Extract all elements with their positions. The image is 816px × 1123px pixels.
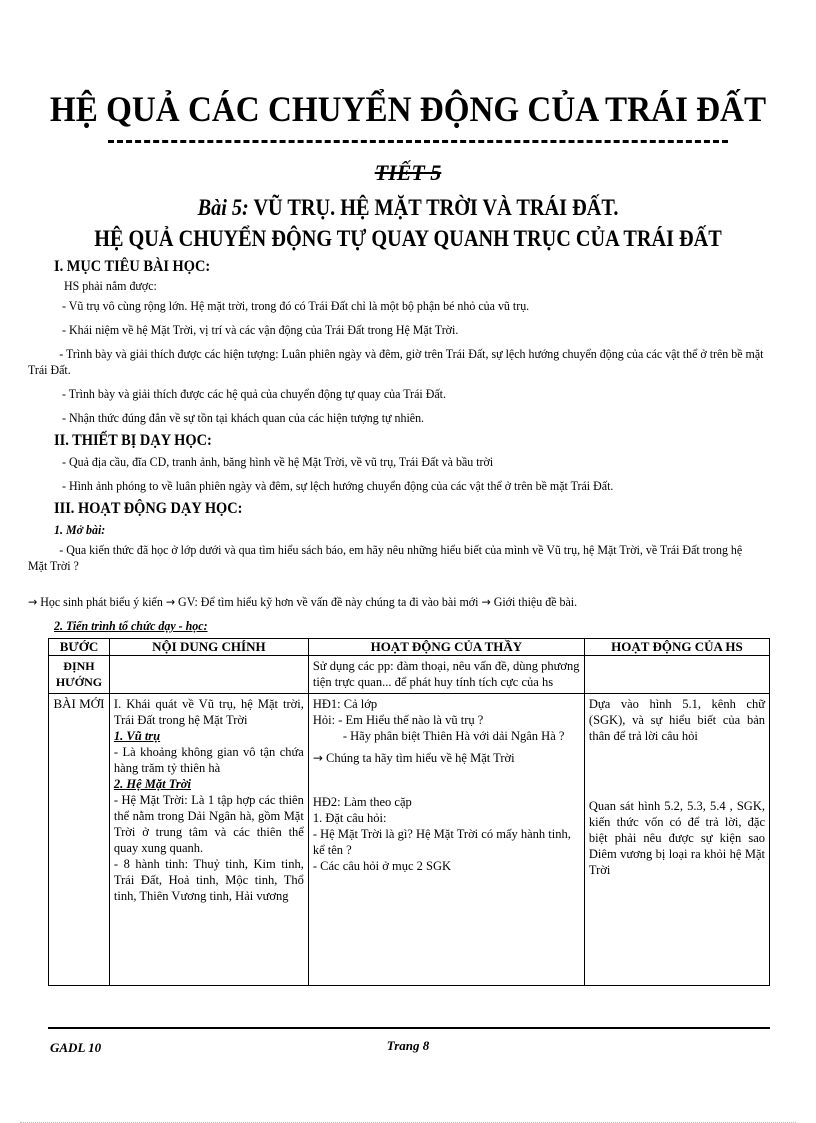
- content-paragraph: - 8 hành tinh: Thuỷ tinh, Kim tinh, Trái Đất, Hoả tinh, Mộc tinh, Thổ tinh, Thiên Vương tinh, Hải vương: [113, 857, 304, 903]
- content-heading-solar-system: 2. Hệ Mặt Trời: [113, 777, 191, 791]
- teacher-line: [313, 750, 580, 766]
- title-divider: [108, 140, 728, 143]
- teacher-line: HĐ2: Làm theo cặp: [312, 795, 412, 809]
- content-paragraph: - Là khoảng không gian vô tận chứa hàng trăm tỷ thiên hà: [113, 745, 304, 775]
- objective-item: - Vũ trụ vô cùng rộng lớn. Hệ mặt trời, trong đó có Trái Đất chỉ là một bộ phận bé nhỏ của vũ trụ.: [62, 298, 530, 313]
- section-equipment-heading: II. THIẾT BỊ DẠY HỌC:: [54, 432, 212, 449]
- lesson-title-text: VŨ TRỤ. HỆ MẶT TRỜI VÀ TRÁI ĐẤT.: [248, 195, 619, 220]
- arrow-icon: →: [28, 595, 38, 609]
- objective-item: - Trình bày và giải thích được các hệ quả của chuyển động tự quay của Trái Đất.: [62, 386, 446, 401]
- student-line: Dựa vào hình 5.1, kênh chữ (SGK), và sự hiểu biết của bản thân để trả lời câu hỏi: [588, 697, 765, 743]
- flow-step: Giới thiệu đề bài.: [490, 594, 578, 609]
- header-teacher: HOẠT ĐỘNG CỦA THẦY: [308, 639, 584, 656]
- section-objectives-heading: I. MỤC TIÊU BÀI HỌC:: [54, 258, 211, 275]
- student-line: Quan sát hình 5.2, 5.3, 5.4 , SGK, kiến thức vốn có để trả lời, đặc biệt phải nêu được sự kiện sao Diêm vương bị loại ra khỏi hệ Mặt Trời: [588, 799, 765, 877]
- student-cell: [584, 694, 769, 986]
- table-header-row: [49, 639, 770, 656]
- footer-divider: [48, 1027, 770, 1029]
- footer-course: GADL 10: [50, 1040, 102, 1055]
- lesson-subtitle: HỆ QUẢ CHUYỂN ĐỘNG TỰ QUAY QUANH TRỤC CỦA TRÁI ĐẤT: [94, 226, 722, 251]
- lesson-label: Bài 5:: [197, 195, 249, 220]
- step-cell: ĐỊNH HƯỚNG: [49, 656, 110, 694]
- process-heading: 2. Tiến trình tổ chức dạy - học:: [54, 618, 208, 633]
- flow-step: Học sinh phát biểu ý kiến: [37, 594, 166, 609]
- teacher-line: - Các câu hỏi ở mục 2 SGK: [312, 859, 452, 873]
- teacher-cell: Sử dụng các pp: đàm thoại, nêu vấn đề, dùng phương tiện trực quan... để phát huy tính tích cực của hs: [308, 656, 584, 694]
- content-title: I. Khái quát về Vũ trụ, hệ Mặt trời, Trái Đất trong hệ Mặt Trời: [113, 697, 304, 727]
- objective-item: - Nhận thức đúng đắn về sự tồn tại khách quan của các hiện tượng tự nhiên.: [62, 410, 425, 425]
- teacher-text: Chúng ta hãy tìm hiểu về hệ Mặt Trời: [322, 751, 515, 765]
- page-number: Trang 8: [386, 1038, 430, 1053]
- teacher-line: HĐ1: Cả lớp: [312, 697, 378, 711]
- teacher-line: - Hệ Mặt Trời là gì? Hệ Mặt Trời có mấy hành tinh, kể tên ?: [312, 827, 571, 857]
- arrow-icon: →: [312, 751, 323, 765]
- objective-item: - Khái niệm về hệ Mặt Trời, vị trí và các vận động của Trái Đất trong Hệ Mặt Trời.: [62, 322, 459, 337]
- content-cell: [109, 694, 308, 986]
- equipment-item: - Hình ảnh phóng to về luân phiên ngày và đêm, sự lệch hướng chuyển động của các vật thể ở trên bề mặt Trái Đất.: [62, 478, 614, 493]
- objective-item: - Trình bày và giải thích được các hiện tượng: Luân phiên ngày và đêm, giờ trên Trái Đất, sự lệch hướng chuyển động của các vật thể ở trên bề mặt Trái Đất.: [28, 346, 764, 377]
- lesson-title: [49, 195, 767, 221]
- table-row: [49, 694, 770, 986]
- objectives-intro: HS phải nắm được:: [64, 278, 157, 293]
- teacher-line: - Hãy phân biệt Thiên Hà với dải Ngân Hà ?: [342, 729, 565, 743]
- step-cell: BÀI MỚI: [49, 694, 110, 986]
- opening-flow: [28, 594, 716, 610]
- header-student: HOẠT ĐỘNG CỦA HS: [584, 639, 769, 656]
- opening-heading: 1. Mở bài:: [54, 522, 106, 537]
- arrow-icon: →: [481, 595, 491, 609]
- equipment-item: - Quả địa cầu, đĩa CD, tranh ảnh, băng hình về hệ Mặt Trời, về vũ trụ, Trái Đất và bầu trời: [62, 454, 494, 469]
- section-activities-heading: III. HOẠT ĐỘNG DẠY HỌC:: [54, 500, 243, 517]
- opening-text: - Qua kiến thức đã học ở lớp dưới và qua tìm hiểu sách báo, em hãy nêu những hiểu biết của mình về Vũ trụ, hệ Mặt Trời, về Trái Đất trong hệ Mặt Trời ?: [28, 542, 743, 573]
- table-row: [49, 656, 770, 694]
- lesson-period: TIẾT 5: [374, 160, 442, 185]
- lesson-plan-table: [48, 638, 770, 986]
- flow-step: GV: Để tìm hiểu kỹ hơn về vấn đề này chúng ta đi vào bài mới: [175, 594, 482, 609]
- content-paragraph: - Hệ Mặt Trời: Là 1 tập hợp các thiên thể nằm trong Dải Ngân hà, gồm Mặt Trời ở trung tâm và các thiên thể quay xung quanh.: [113, 793, 304, 855]
- main-title: HỆ QUẢ CÁC CHUYỂN ĐỘNG CỦA TRÁI ĐẤT: [49, 89, 767, 129]
- teacher-line: 1. Đặt câu hỏi:: [312, 811, 387, 825]
- teacher-cell: [308, 694, 584, 986]
- content-cell: [109, 656, 308, 694]
- arrow-icon: →: [165, 595, 176, 609]
- header-content: NỘI DUNG CHÍNH: [109, 639, 308, 656]
- content-heading-universe: 1. Vũ trụ: [113, 729, 161, 743]
- header-step: BƯỚC: [49, 639, 110, 656]
- student-cell: [584, 656, 769, 694]
- teacher-line: Hỏi: - Em Hiểu thế nào là vũ trụ ?: [312, 713, 484, 727]
